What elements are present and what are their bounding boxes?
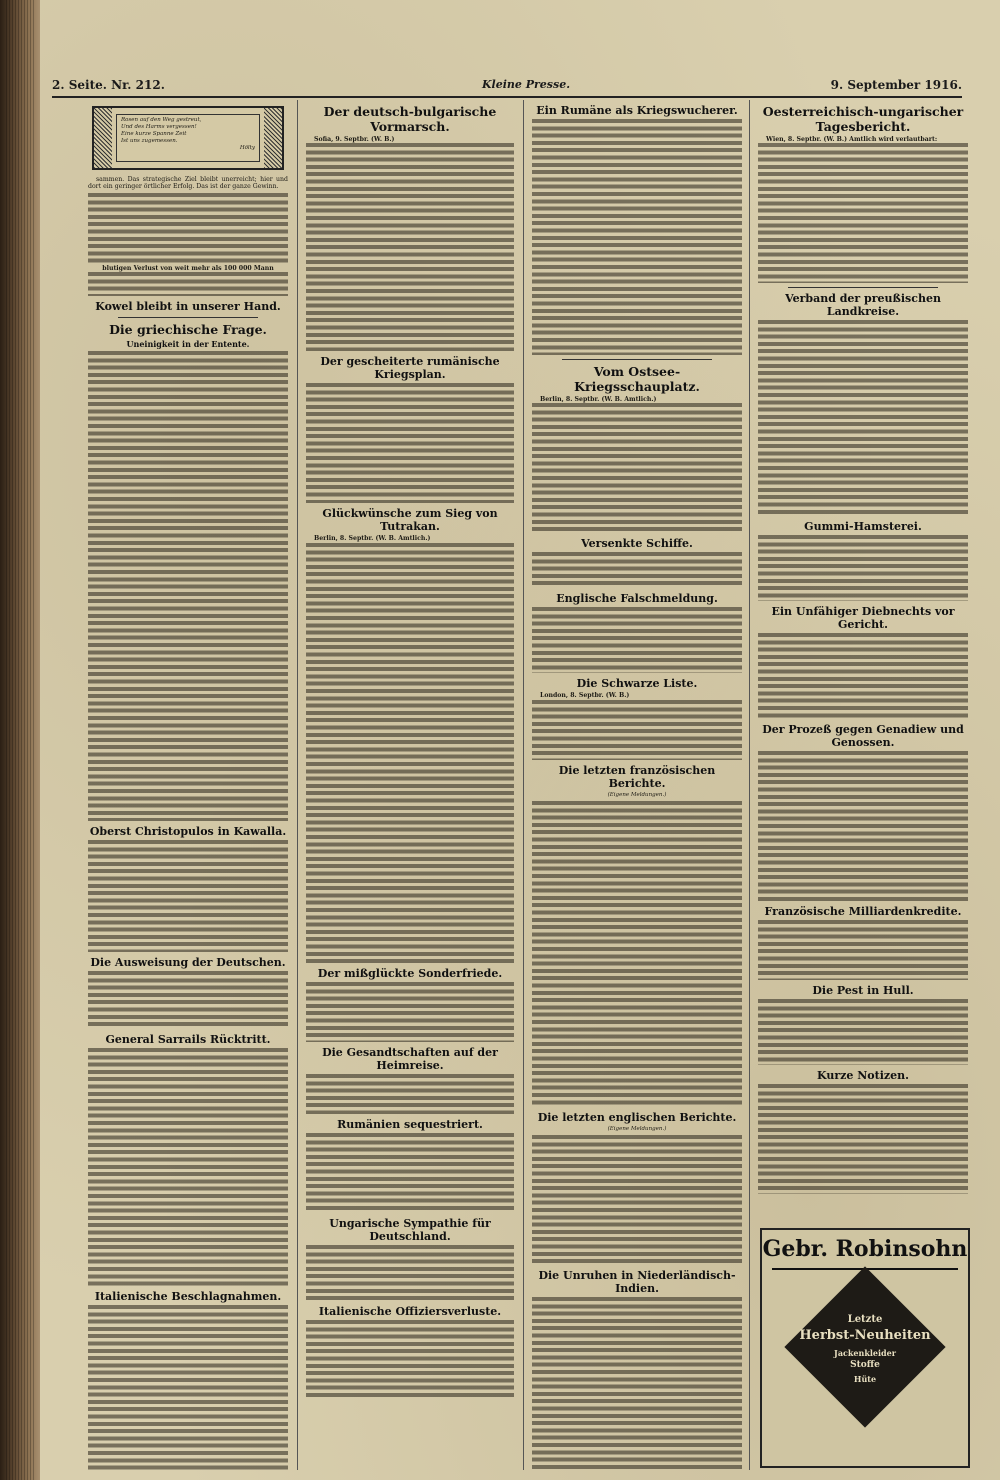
headline: Kowel bleibt in unserer Hand. [95, 299, 281, 313]
poem-line: Rosen auf den Weg gestreut, [121, 117, 202, 123]
headline: Oesterreichisch-ungarischer Tagesbericht. [762, 104, 964, 134]
paper-title: Kleine Presse. [482, 78, 571, 91]
ad-line: Hüte [853, 1374, 877, 1384]
poem-line: Eine kurze Spanne Zeit [121, 131, 187, 137]
headline: Kurze Notizen. [817, 1069, 909, 1083]
headline: Die Gesandtschaften auf der Heimreise. [322, 1045, 498, 1072]
dateline: London, 8. Septbr. (W. B.) [540, 692, 630, 700]
headline: Der gescheiterte rumänische Kriegsplan. [320, 355, 500, 382]
dateline: Sofia, 9. Septbr. (W. B.) [314, 136, 395, 143]
highlight-line: blutigen Verlust von weit mehr als 100 000 Mann [102, 264, 274, 272]
headline: Die letzten englischen Berichte. [537, 1110, 737, 1124]
headline: Der deutsch-bulgarische Vormarsch. [323, 104, 497, 134]
advertisement [760, 1228, 970, 1468]
headline: Die Schwarze Liste. [576, 677, 698, 691]
headline: Italienische Offiziersverluste. [318, 1304, 502, 1318]
issue-date: 9. September 1916. [830, 78, 962, 92]
ad-line: Letzte [847, 1314, 883, 1325]
headline: Rumänien sequestriert. [337, 1117, 483, 1131]
headline: Französische Milliardenkredite. [764, 905, 962, 919]
dateline: Wien, 8. Septbr. (W. B.) Amtlich wird verlautbart: [766, 136, 938, 143]
headline: Ein Unfähiger Diebnechts vor Gericht. [771, 605, 955, 632]
column-2 [306, 100, 514, 1470]
headline: Die Ausweisung der Deutschen. [90, 955, 286, 969]
poem [116, 114, 260, 162]
subtitle: (Eigene Meldungen.) [607, 791, 667, 798]
column-rule [749, 100, 750, 1470]
article-text: sammen. Das strategische Ziel bleibt unerreicht; hier und dort ein geringer örtlicher Erfolg. Das ist der ganze Gewinn. [88, 176, 288, 191]
ad-line: Stoffe [850, 1360, 880, 1370]
poem-line: Ist uns zugemessen. [121, 138, 178, 144]
headline: Ein Rumäne als Kriegswucherer. [536, 104, 738, 117]
ad-diamond-shape [784, 1266, 945, 1427]
headline: Die letzten französischen Berichte. [558, 763, 716, 790]
text-block [88, 193, 288, 265]
headline: Die Unruhen in Niederländisch-Indien. [538, 1269, 736, 1296]
headline: General Sarrails Rücktritt. [105, 1032, 271, 1046]
ad-brand: Gebr. Robinsohn [762, 1236, 968, 1262]
ad-line: Herbst-Neuheiten [799, 1328, 931, 1343]
column-rule [523, 100, 524, 1470]
headline: Glückwünsche zum Sieg von Tutrakan. [322, 507, 498, 534]
headline: Englische Falschmeldung. [556, 592, 718, 606]
headline: Die griechische Frage. [109, 321, 267, 337]
headline: Verband der preußischen Landkreise. [785, 292, 941, 319]
headline: Oberst Christopulos in Kawalla. [89, 824, 287, 838]
column-rule [297, 100, 298, 1470]
page-number: 2. Seite. Nr. 212. [52, 78, 165, 92]
headline: Versenkte Schiffe. [581, 537, 693, 551]
column-1 [88, 100, 288, 1470]
headline: Italienische Beschlagnahmen. [94, 1289, 282, 1303]
headline: Gummi-Hamsterei. [804, 520, 922, 534]
subtitle: (Eigene Meldungen.) [607, 1125, 667, 1132]
dateline: Berlin, 8. Septbr. (W. B. Amtlich.) [314, 535, 431, 543]
book-binding [0, 0, 40, 1480]
subheadline: Uneinigkeit in der Entente. [126, 338, 250, 349]
column-3 [532, 100, 742, 1470]
poem-frame [92, 106, 284, 170]
headline: Die Pest in Hull. [812, 984, 914, 998]
headline: Vom Ostsee-Kriegsschauplatz. [574, 364, 700, 394]
ad-line: Jackenkleider [834, 1348, 896, 1358]
dateline: Berlin, 8. Septbr. (W. B. Amtlich.) [540, 396, 657, 403]
poem-author: Hölty [239, 145, 255, 151]
headline: Der mißglückte Sonderfriede. [317, 966, 503, 980]
headline: Der Prozeß gegen Genadiew und Genossen. [762, 723, 964, 750]
page-header [52, 78, 962, 98]
headline: Ungarische Sympathie für Deutschland. [329, 1216, 491, 1243]
poem-line: Und des Harms vergessen! [121, 124, 197, 130]
